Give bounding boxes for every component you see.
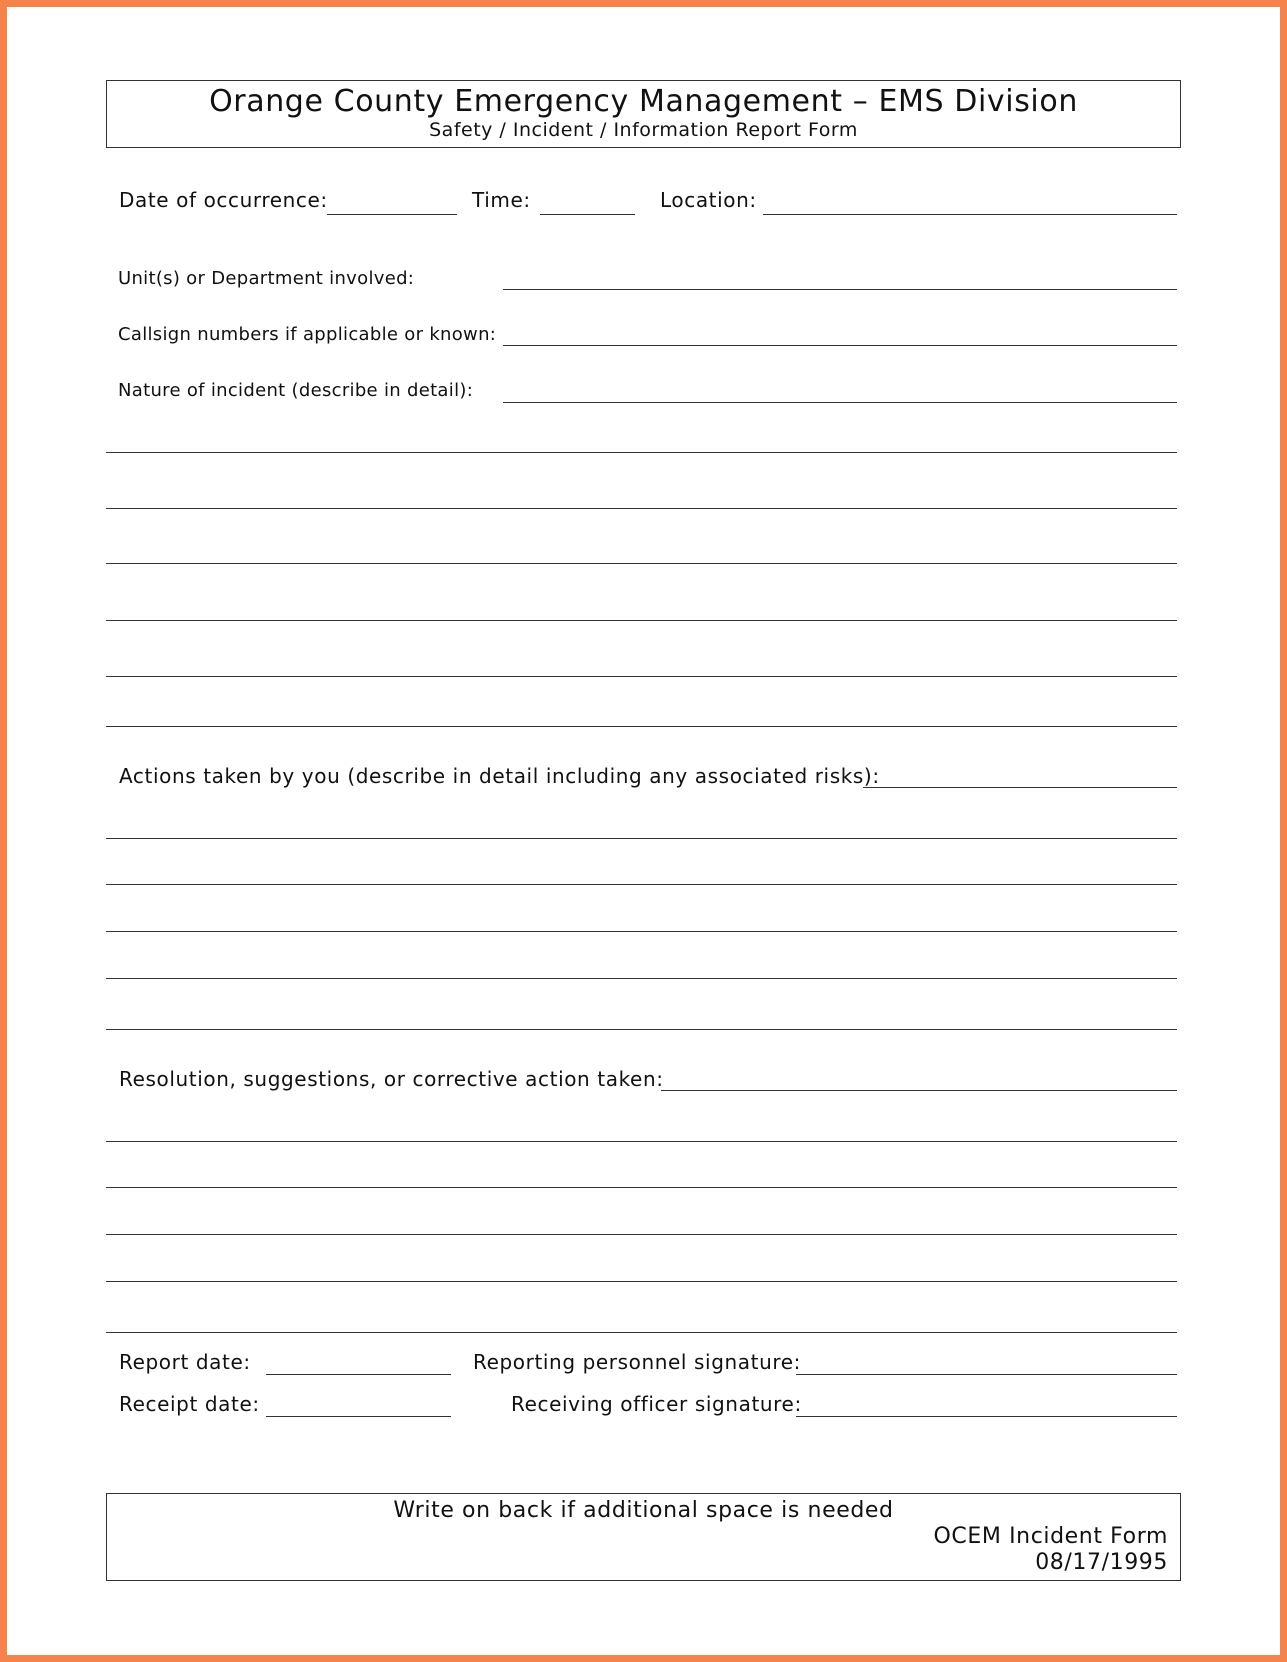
footer-box xyxy=(106,1493,1181,1581)
nature-of-incident-field[interactable] xyxy=(503,402,1177,403)
callsign-numbers-field[interactable] xyxy=(503,345,1177,346)
location-field[interactable] xyxy=(763,214,1177,215)
receiving-signature-label: Receiving officer signature: xyxy=(511,1392,802,1416)
nature-of-incident-label: Nature of incident (describe in detail): xyxy=(118,380,474,401)
nature-of-incident-line[interactable] xyxy=(106,620,1177,621)
resolution-label: Resolution, suggestions, or corrective action taken: xyxy=(119,1067,664,1091)
date-of-occurrence-field[interactable] xyxy=(327,214,457,215)
units-involved-field[interactable] xyxy=(503,289,1177,290)
form-name: OCEM Incident Form xyxy=(933,1524,1168,1549)
receiving-signature-field[interactable] xyxy=(796,1416,1177,1417)
units-involved-label: Unit(s) or Department involved: xyxy=(118,268,415,289)
nature-of-incident-line[interactable] xyxy=(106,676,1177,677)
actions-taken-line[interactable] xyxy=(106,838,1177,839)
date-of-occurrence-label: Date of occurrence: xyxy=(119,188,328,212)
reporting-signature-field[interactable] xyxy=(796,1374,1177,1375)
form-subtitle: Safety / Incident / Information Report Form xyxy=(429,119,858,141)
resolution-field[interactable] xyxy=(661,1090,1177,1091)
resolution-line[interactable] xyxy=(106,1332,1177,1333)
reporting-signature-label: Reporting personnel signature: xyxy=(473,1350,801,1374)
location-label: Location: xyxy=(660,188,757,212)
actions-taken-label: Actions taken by you (describe in detail including any associated risks): xyxy=(119,764,880,788)
time-label: Time: xyxy=(472,188,531,212)
report-date-field[interactable] xyxy=(266,1374,451,1375)
actions-taken-line[interactable] xyxy=(106,931,1177,932)
actions-taken-line[interactable] xyxy=(106,978,1177,979)
receipt-date-field[interactable] xyxy=(266,1416,451,1417)
receipt-date-label: Receipt date: xyxy=(119,1392,260,1416)
time-field[interactable] xyxy=(540,214,635,215)
callsign-numbers-label: Callsign numbers if applicable or known: xyxy=(118,324,497,345)
nature-of-incident-line[interactable] xyxy=(106,508,1177,509)
nature-of-incident-line[interactable] xyxy=(106,726,1177,727)
resolution-line[interactable] xyxy=(106,1281,1177,1282)
resolution-line[interactable] xyxy=(106,1234,1177,1235)
resolution-line[interactable] xyxy=(106,1141,1177,1142)
form-date: 08/17/1995 xyxy=(1035,1550,1168,1575)
resolution-line[interactable] xyxy=(106,1187,1177,1188)
footer-note: Write on back if additional space is needed xyxy=(393,1498,894,1523)
actions-taken-line[interactable] xyxy=(106,1029,1177,1030)
header-box xyxy=(106,80,1181,148)
actions-taken-field[interactable] xyxy=(863,787,1177,788)
nature-of-incident-line[interactable] xyxy=(106,452,1177,453)
form-title: Orange County Emergency Management – EMS Division xyxy=(209,84,1078,119)
nature-of-incident-line[interactable] xyxy=(106,563,1177,564)
report-date-label: Report date: xyxy=(119,1350,251,1374)
actions-taken-line[interactable] xyxy=(106,884,1177,885)
